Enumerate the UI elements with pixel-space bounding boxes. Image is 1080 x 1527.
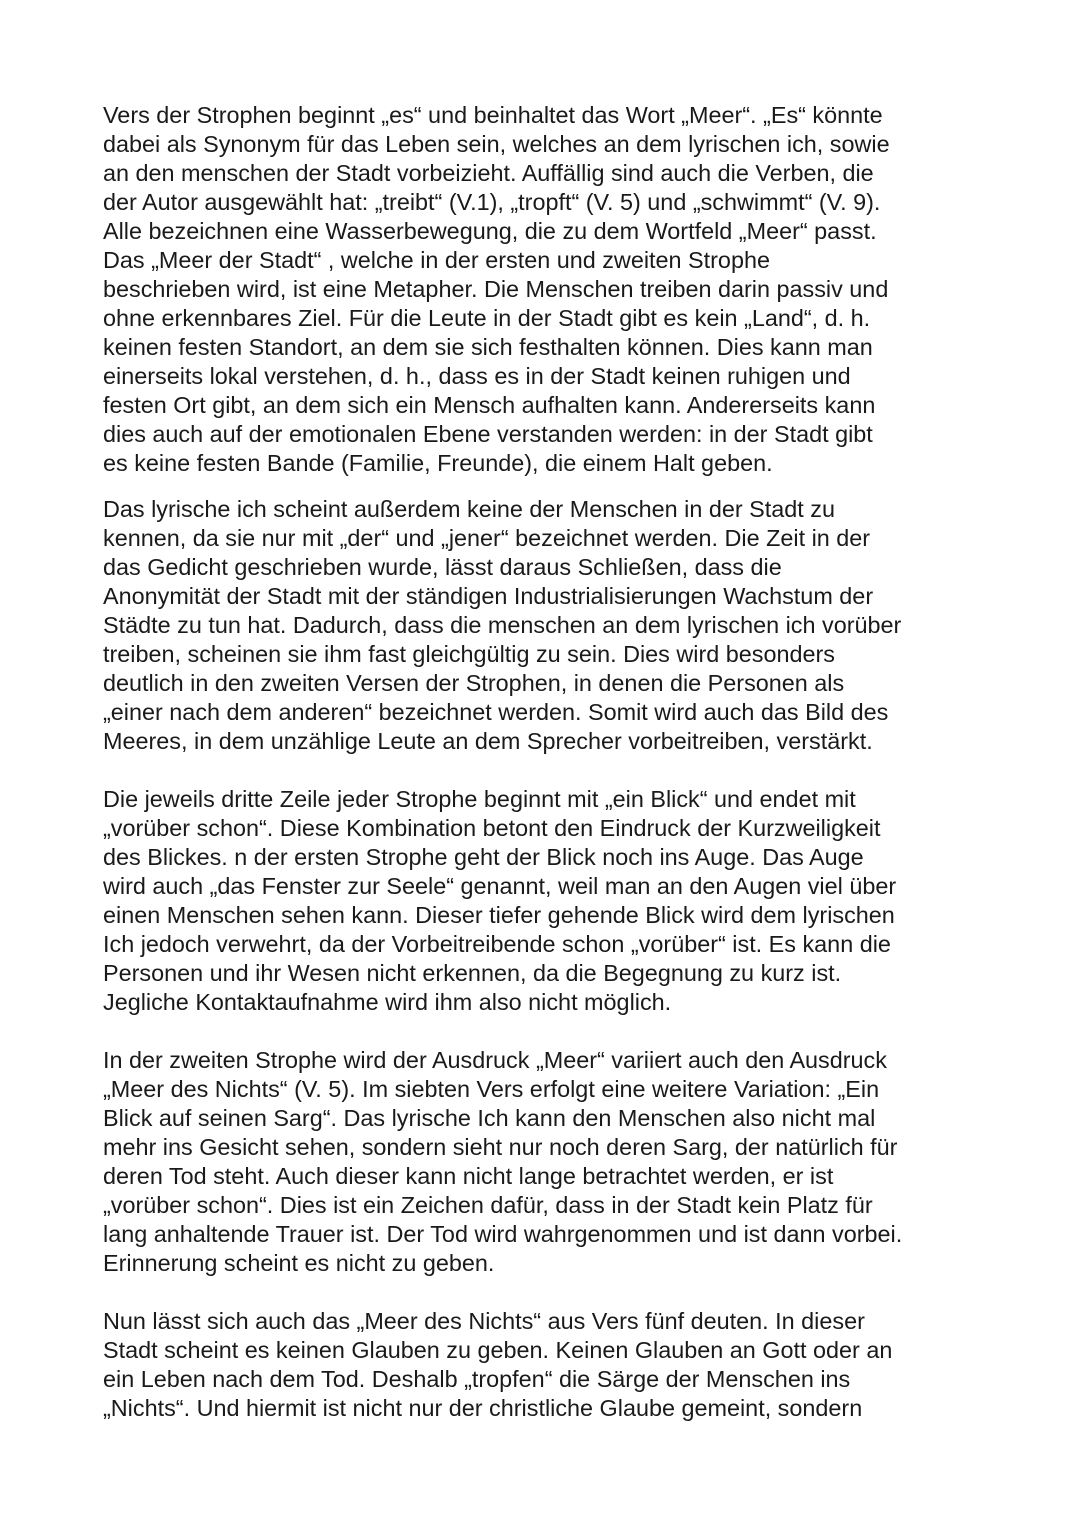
text-line: deutlich in den zweiten Versen der Strophen, in denen die Personen als (103, 670, 845, 696)
paragraph-3 (103, 785, 1003, 1017)
text-line: Vers der Strophen beginnt „es“ und beinhaltet das Wort „Meer“. „Es“ könnte (103, 102, 883, 128)
text-line: Erinnerung scheint es nicht zu geben. (103, 1250, 495, 1276)
text-line: Das lyrische ich scheint außerdem keine der Menschen in der Stadt zu (103, 496, 835, 522)
text-line: Die jeweils dritte Zeile jeder Strophe beginnt mit „ein Blick“ und endet mit (103, 786, 856, 812)
text-line: In der zweiten Strophe wird der Ausdruck „Meer“ variiert auch den Ausdruck (103, 1047, 887, 1073)
text-line: ein Leben nach dem Tod. Deshalb „tropfen“ die Särge der Menschen ins (103, 1366, 851, 1392)
text-line: Anonymität der Stadt mit der ständigen Industrialisierungen Wachstum der (103, 583, 874, 609)
text-line: „vorüber schon“. Dies ist ein Zeichen dafür, dass in der Stadt kein Platz für (103, 1192, 873, 1218)
text-line: beschrieben wird, ist eine Metapher. Die Menschen treiben darin passiv und (103, 276, 889, 302)
text-line: treiben, scheinen sie ihm fast gleichgültig zu sein. Dies wird besonders (103, 641, 835, 667)
text-line: Meeres, in dem unzählige Leute an dem Sprecher vorbeitreiben, verstärkt. (103, 728, 873, 754)
text-line: ohne erkennbares Ziel. Für die Leute in der Stadt gibt es kein „Land“, d. h. (103, 305, 871, 331)
text-line: wird auch „das Fenster zur Seele“ genannt, weil man an den Augen viel über (103, 873, 897, 899)
text-line: „vorüber schon“. Diese Kombination betont den Eindruck der Kurzweiligkeit (103, 815, 881, 841)
text-line: keinen festen Standort, an dem sie sich festhalten können. Dies kann man (103, 334, 873, 360)
text-line: einen Menschen sehen kann. Dieser tiefer gehende Blick wird dem lyrischen (103, 902, 895, 928)
text-line: Stadt scheint es keinen Glauben zu geben. Keinen Glauben an Gott oder an (103, 1337, 893, 1363)
paragraph-2 (103, 495, 1003, 756)
text-line: lang anhaltende Trauer ist. Der Tod wird wahrgenommen und ist dann vorbei. (103, 1221, 903, 1247)
text-line: „Meer des Nichts“ (V. 5). Im siebten Vers erfolgt eine weitere Variation: „Ein (103, 1076, 880, 1102)
text-line: deren Tod steht. Auch dieser kann nicht lange betrachtet werden, er ist (103, 1163, 834, 1189)
text-line: mehr ins Gesicht sehen, sondern sieht nur noch deren Sarg, der natürlich für (103, 1134, 898, 1160)
paragraph-5 (103, 1307, 1003, 1423)
text-line: festen Ort gibt, an dem sich ein Mensch aufhalten kann. Andererseits kann (103, 392, 876, 418)
text-line: Blick auf seinen Sarg“. Das lyrische Ich kann den Menschen also nicht mal (103, 1105, 876, 1131)
text-line: der Autor ausgewählt hat: „treibt“ (V.1), „tropft“ (V. 5) und „schwimmt“ (V. 9). (103, 189, 881, 215)
text-line: dabei als Synonym für das Leben sein, welches an dem lyrischen ich, sowie (103, 131, 890, 157)
text-line: „Nichts“. Und hiermit ist nicht nur der christliche Glaube gemeint, sondern (103, 1395, 863, 1421)
text-line: an den menschen der Stadt vorbeizieht. Auffällig sind auch die Verben, die (103, 160, 874, 186)
text-line: es keine festen Bande (Familie, Freunde), die einem Halt geben. (103, 450, 773, 476)
text-line: Das „Meer der Stadt“ , welche in der ersten und zweiten Strophe (103, 247, 770, 273)
paragraph-4 (103, 1046, 1003, 1278)
text-line: einerseits lokal verstehen, d. h., dass es in der Stadt keinen ruhigen und (103, 363, 851, 389)
text-line: Personen und ihr Wesen nicht erkennen, da die Begegnung zu kurz ist. (103, 960, 842, 986)
text-line: „einer nach dem anderen“ bezeichnet werden. Somit wird auch das Bild des (103, 699, 889, 725)
text-line: Alle bezeichnen eine Wasserbewegung, die zu dem Wortfeld „Meer“ passt. (103, 218, 877, 244)
text-line: kennen, da sie nur mit „der“ und „jener“ bezeichnet werden. Die Zeit in der (103, 525, 871, 551)
text-line: Städte zu tun hat. Dadurch, dass die menschen an dem lyrischen ich vorüber (103, 612, 902, 638)
text-line: dies auch auf der emotionalen Ebene verstanden werden: in der Stadt gibt (103, 421, 873, 447)
text-line: Jegliche Kontaktaufnahme wird ihm also nicht möglich. (103, 989, 672, 1015)
text-line: des Blickes. n der ersten Strophe geht der Blick noch ins Auge. Das Auge (103, 844, 864, 870)
paragraph-1 (103, 101, 1003, 478)
text-line: Nun lässt sich auch das „Meer des Nichts“ aus Vers fünf deuten. In dieser (103, 1308, 865, 1334)
text-line: Ich jedoch verwehrt, da der Vorbeitreibende schon „vorüber“ ist. Es kann die (103, 931, 891, 957)
text-line: das Gedicht geschrieben wurde, lässt daraus Schließen, dass die (103, 554, 782, 580)
